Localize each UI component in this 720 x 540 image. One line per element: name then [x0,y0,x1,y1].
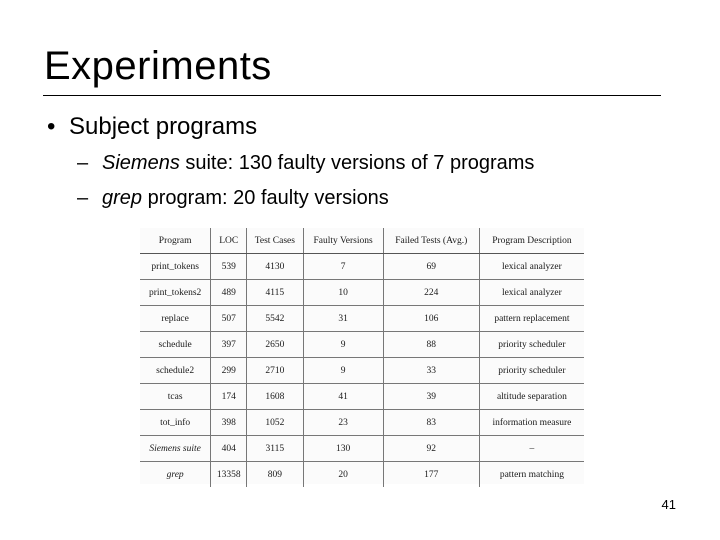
subbullet-emphasis: grep [102,187,143,209]
cell-failed-tests: 177 [383,462,479,488]
cell-failed-tests: 224 [383,280,479,306]
subbullet-text: program: 20 faulty versions [142,187,389,209]
cell-test-cases: 5542 [247,306,303,332]
cell-program: schedule [140,332,211,358]
cell-faulty-versions: 23 [303,410,383,436]
cell-program: replace [140,306,211,332]
subbullet-text: suite: 130 faulty versions of 7 programs [179,152,535,174]
cell-description: – [479,436,584,462]
subbullet-marker: – [77,152,89,174]
cell-loc: 397 [211,332,247,358]
cell-loc: 507 [211,306,247,332]
header-faulty-versions: Faulty Versions [303,228,383,254]
cell-test-cases: 4130 [247,254,303,280]
cell-program: schedule2 [140,358,211,384]
table-row [140,306,584,332]
cell-description: pattern matching [499,469,564,480]
cell-description: altitude separation [479,384,584,410]
cell-test-cases: 3115 [247,436,303,462]
table-row [140,384,584,410]
subject-programs-table-image [140,228,584,484]
cell-failed-tests: 83 [383,410,479,436]
bullet-subject-programs [47,112,257,142]
cell-test-cases: 2710 [247,358,303,384]
cell-program: tcas [140,384,211,410]
subbullet-siemens [77,150,534,176]
subbullet-grep [77,185,389,211]
cell-loc: 489 [211,280,247,306]
cell-faulty-versions: 41 [303,384,383,410]
header-program: Program [140,228,211,254]
cell-program: tot_info [140,410,211,436]
cell-program: print_tokens [140,254,211,280]
cell-test-cases: 2650 [247,332,303,358]
cell-program: grep [140,462,211,488]
cell-faulty-versions: 7 [303,254,383,280]
cell-description: lexical analyzer [479,254,584,280]
cell-faulty-versions: 9 [303,332,383,358]
slide-title: Experiments [44,44,272,88]
header-test-cases: Test Cases [247,228,303,254]
cell-failed-tests: 69 [383,254,479,280]
table-row [140,358,584,384]
cell-faulty-versions: 20 [303,462,383,488]
cell-test-cases: 1608 [247,384,303,410]
table-row [140,462,584,488]
cell-faulty-versions: 10 [303,280,383,306]
subject-programs-table [140,228,584,487]
subbullet-marker: – [77,187,89,209]
cell-failed-tests: 92 [383,436,479,462]
header-loc: LOC [211,228,247,254]
cell-test-cases: 1052 [247,410,303,436]
cell-loc: 13358 [211,462,247,488]
cell-description: lexical analyzer [479,280,584,306]
header-program-description: Program Description [479,228,584,254]
cell-failed-tests: 33 [383,358,479,384]
bullet-marker: • [47,113,56,140]
cell-loc: 404 [211,436,247,462]
subbullet-emphasis: Siemens [102,152,180,174]
table-row [140,280,584,306]
cell-loc: 539 [211,254,247,280]
cell-test-cases: 4115 [247,280,303,306]
cell-description: priority scheduler [479,332,584,358]
table-row [140,332,584,358]
cell-loc: 398 [211,410,247,436]
bullet-text: Subject programs [69,113,258,140]
cell-failed-tests: 106 [383,306,479,332]
cell-faulty-versions: 9 [303,358,383,384]
title-underline [43,95,661,96]
cell-program: Siemens suite [140,436,211,462]
cell-test-cases: 809 [247,462,303,488]
table-header-row [140,228,584,254]
table-row [140,410,584,436]
cell-faulty-versions: 31 [303,306,383,332]
cell-failed-tests: 39 [383,384,479,410]
cell-description: priority scheduler [479,358,584,384]
cell-failed-tests: 88 [383,332,479,358]
cell-loc: 299 [211,358,247,384]
cell-faulty-versions: 130 [303,436,383,462]
cell-loc: 174 [211,384,247,410]
table-row [140,254,584,280]
cell-description: information measure [479,410,584,436]
table-row [140,436,584,462]
cell-description: pattern replacement [479,306,584,332]
header-failed-tests: Failed Tests (Avg.) [383,228,479,254]
cell-program: print_tokens2 [140,280,211,306]
page-number: 41 [661,497,676,512]
